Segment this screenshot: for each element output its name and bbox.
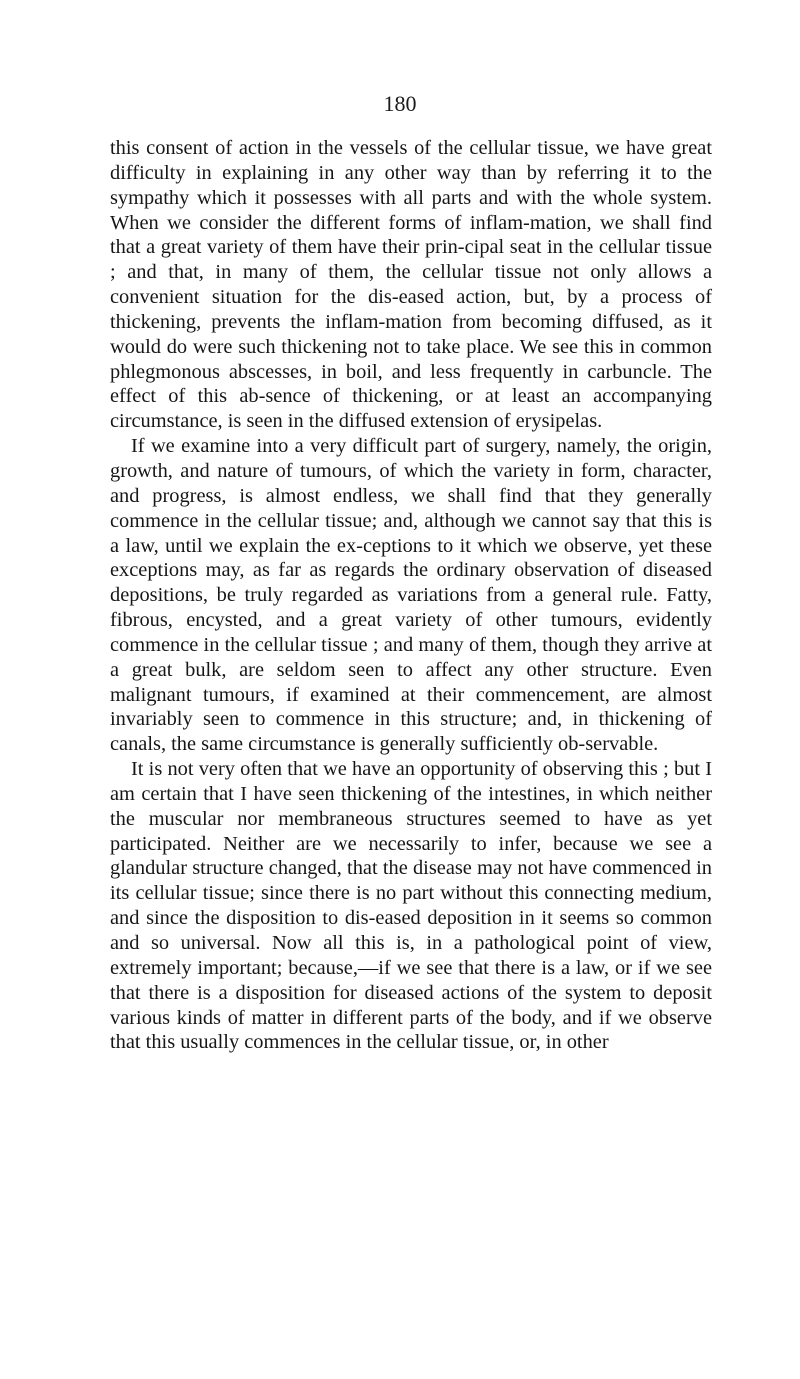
paragraph-thickening: It is not very often that we have an opportunity of observing this ; but I am certain that I have seen thickening of the intestines, in which neither the muscular nor membraneous structures seemed to have as yet participated. Neither are we necessarily to infer, because we see a glandular structure changed, that the disease may not have commenced in its cellular tissue; since there is no part without this connecting medium, and since the disposition to dis-eased deposition in it seems so common and so universal. Now all this is, in a pathological point of view, extremely important; because,—if we see that there is a law, or if we see that there is a disposition for diseased actions of the system to deposit various kinds of matter in different parts of the body, and if we observe that this usually commences in the cellular tissue, or, in other <box>110 758 712 1054</box>
page-number: 180 <box>383 91 417 116</box>
paragraph-continuation: this consent of action in the vessels of the cellular tissue, we have great difficulty in explaining in any other way than by referring it to the sympathy which it possesses with all parts and with the whole system. When we consider the different forms of inflam-mation, we shall find that a great variety of them have their prin-cipal seat in the cellular tissue ; and that, in many of them, the cellular tissue not only allows a convenient situation for the dis-eased action, but, by a process of thickening, prevents the inflam-mation from becoming diffused, as it would do were such thickening not to take place. We see this in common phlegmonous abscesses, in boil, and less frequently in carbuncle. The effect of this ab-sence of thickening, or at least an accompanying circumstance, is seen in the diffused extension of erysipelas. <box>110 137 712 433</box>
paragraph-tumours: If we examine into a very difficult part of surgery, namely, the origin, growth, and nature of tumours, of which the variety in form, character, and progress, is almost endless, we shall find that they generally commence in the cellular tissue; and, although we cannot say that this is a law, until we explain the ex-ceptions to it which we observe, yet these exceptions may, as far as regards the ordinary observation of diseased depositions, be truly regarded as variations from a general rule. Fatty, fibrous, encysted, and a great variety of other tumours, evidently commence in the cellular tissue ; and many of them, though they arrive at a great bulk, are seldom seen to affect any other structure. Even malignant tumours, if examined at their commencement, are almost invariably seen to commence in this structure; and, in thickening of canals, the same circumstance is generally sufficiently ob-servable. <box>110 435 712 756</box>
body-text <box>110 136 712 1055</box>
